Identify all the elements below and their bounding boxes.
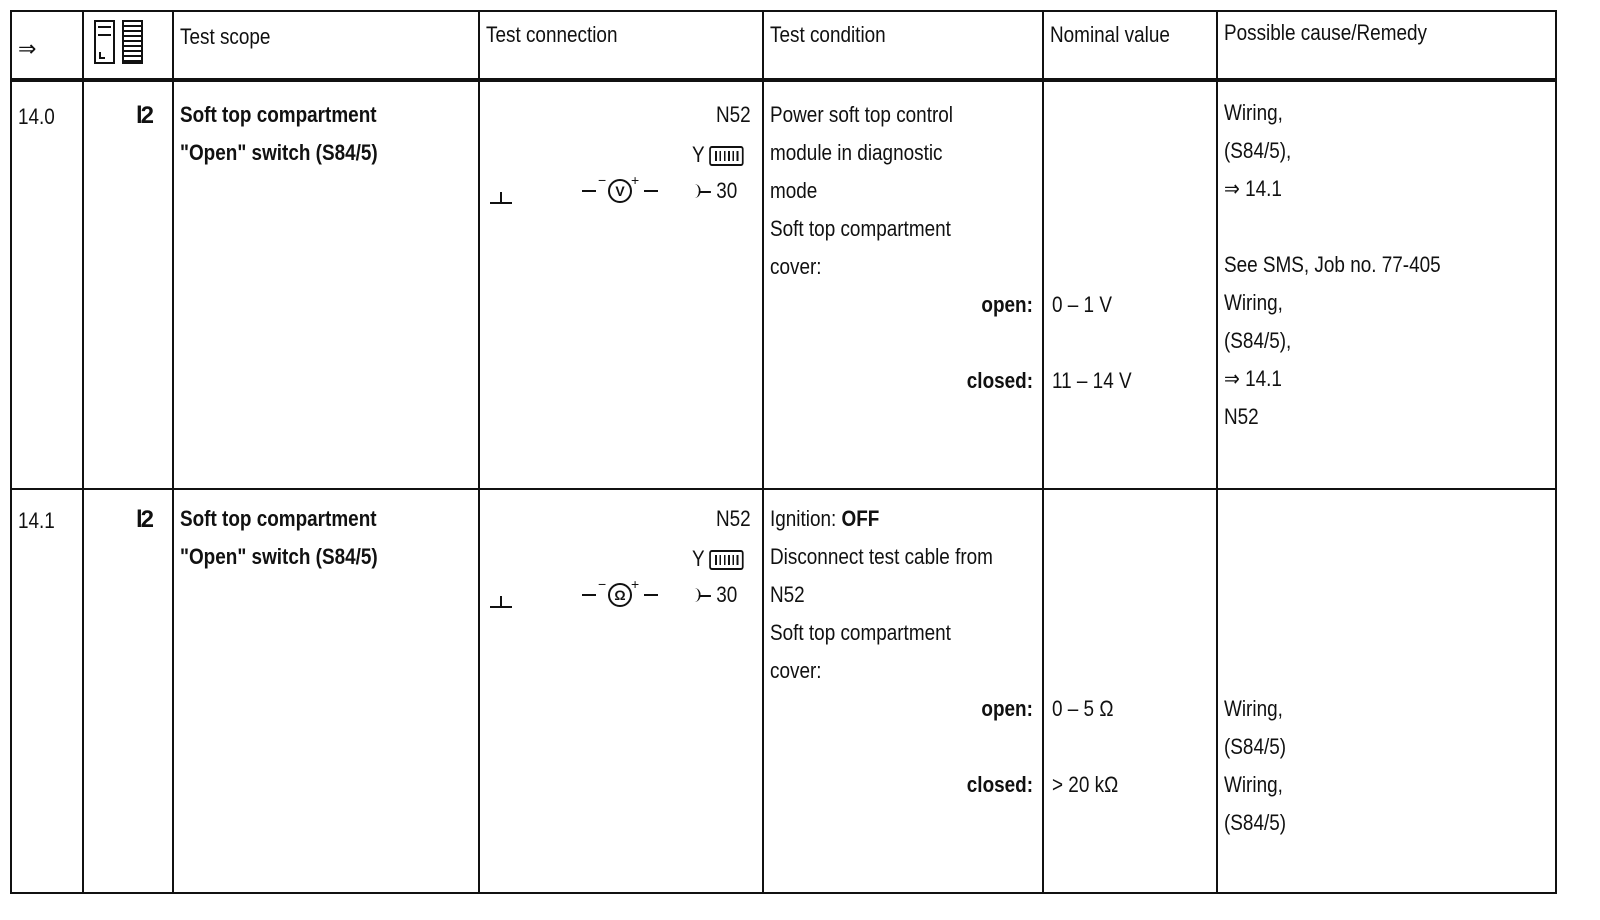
remedy-line: (S84/5), <box>1224 138 1292 163</box>
step-number: 14.0 <box>18 104 55 129</box>
condition-line: Soft top compartment <box>770 216 951 241</box>
col-divider <box>82 10 84 892</box>
condition-line: cover: <box>770 658 822 683</box>
test-scope-line: Soft top compartment <box>180 506 377 531</box>
condition-line: Power soft top control <box>770 102 953 127</box>
condition-line: Soft top compartment <box>770 620 951 645</box>
condition-line: Ignition: OFF <box>770 506 880 531</box>
tester-mode-icon: l2 <box>136 102 153 129</box>
header-test-connection: Test connection <box>486 22 618 47</box>
header-rule <box>12 78 1557 82</box>
condition-open-label: open: <box>981 292 1033 317</box>
connection-y: Y <box>692 136 744 174</box>
connection-pin: 30 <box>692 576 737 614</box>
ground-icon <box>490 192 512 204</box>
col-divider <box>762 10 764 892</box>
condition-line: mode <box>770 178 818 203</box>
col-divider <box>1216 10 1218 892</box>
nominal-open: 0 – 1 V <box>1052 292 1112 317</box>
remedy-line: Wiring, <box>1224 100 1283 125</box>
condition-closed-label: closed: <box>966 772 1033 797</box>
connection-module: N52 <box>716 506 751 531</box>
remedy-line: ⇒ 14.1 <box>1224 366 1282 391</box>
test-adapter-icon <box>710 550 744 570</box>
step-number: 14.1 <box>18 508 55 533</box>
test-scope-line: "Open" switch (S84/5) <box>180 544 378 569</box>
col-divider <box>172 10 174 892</box>
step-arrow-header: ⇒ <box>18 36 37 61</box>
col-divider <box>1555 10 1557 892</box>
tester-mode-icon: l2 <box>136 506 153 533</box>
header-nominal-value: Nominal value <box>1050 22 1170 47</box>
col-divider <box>478 10 480 892</box>
handheld-tester-icon <box>94 20 115 64</box>
remedy-line: ⇒ 14.1 <box>1224 176 1282 201</box>
remedy-line: Wiring, <box>1224 696 1283 721</box>
nominal-open: 0 – 5 Ω <box>1052 696 1114 721</box>
row-divider <box>12 488 1557 490</box>
condition-line: Disconnect test cable from <box>770 544 993 569</box>
header-test-condition: Test condition <box>770 22 886 47</box>
test-scope-line: Soft top compartment <box>180 102 377 127</box>
socket-pin-icon <box>692 588 711 604</box>
condition-line: cover: <box>770 254 822 279</box>
connection-y: Y <box>692 540 744 578</box>
hhtester-keypad-icon <box>122 20 143 64</box>
condition-line: N52 <box>770 582 805 607</box>
table-top-rule <box>12 10 1557 12</box>
test-adapter-icon <box>710 146 744 166</box>
voltmeter-icon: − V + <box>582 176 658 206</box>
condition-closed-label: closed: <box>966 368 1033 393</box>
remedy-line: (S84/5) <box>1224 810 1287 835</box>
nominal-closed: 11 – 14 V <box>1052 368 1132 393</box>
condition-open-label: open: <box>981 696 1033 721</box>
condition-line: module in diagnostic <box>770 140 943 165</box>
test-table <box>10 10 1557 894</box>
ohmmeter-icon: − Ω + <box>582 580 658 610</box>
remedy-line: (S84/5), <box>1224 328 1292 353</box>
remedy-line: Wiring, <box>1224 290 1283 315</box>
remedy-line: N52 <box>1224 404 1259 429</box>
connection-pin: 30 <box>692 172 737 210</box>
col-divider <box>1042 10 1044 892</box>
connection-module: N52 <box>716 102 751 127</box>
remedy-line: (S84/5) <box>1224 734 1287 759</box>
header-cause-remedy: Possible cause/Remedy <box>1224 20 1427 45</box>
remedy-line: Wiring, <box>1224 772 1283 797</box>
socket-pin-icon <box>692 184 711 200</box>
ignition-state: OFF <box>841 506 880 531</box>
remedy-line: See SMS, Job no. 77-405 <box>1224 252 1441 277</box>
ground-icon <box>490 596 512 608</box>
test-scope-line: "Open" switch (S84/5) <box>180 140 378 165</box>
header-test-scope: Test scope <box>180 24 271 49</box>
nominal-closed: > 20 kΩ <box>1052 772 1119 797</box>
